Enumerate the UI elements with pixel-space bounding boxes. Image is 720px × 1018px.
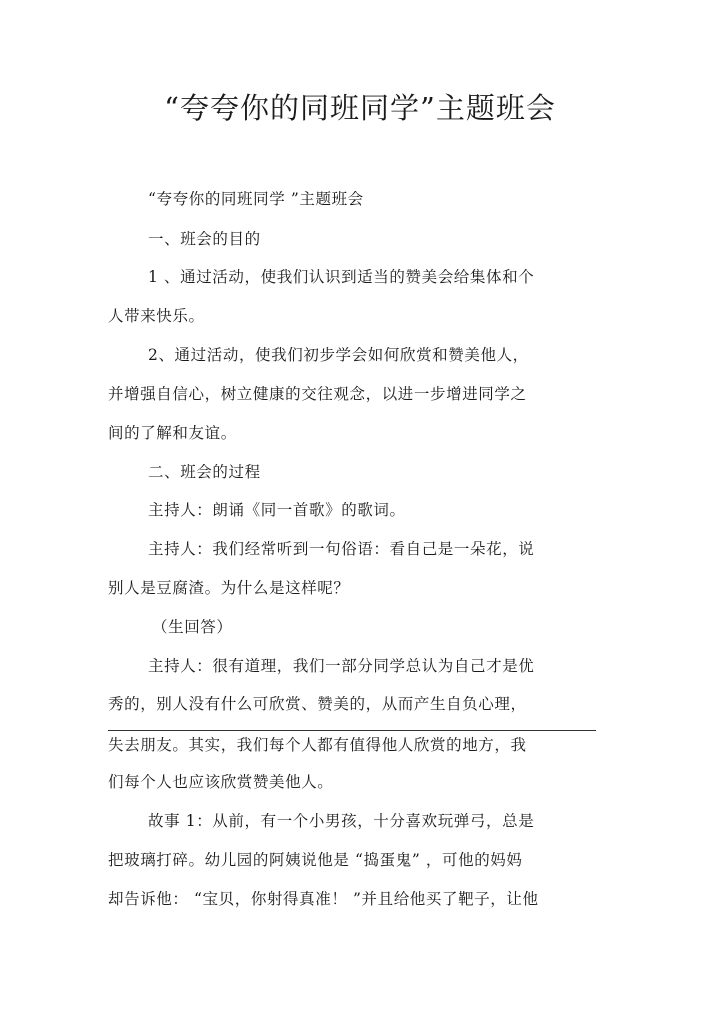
paragraph-line: 故事 1：从前，有一个小男孩，十分喜欢玩弹弓，总是 — [148, 812, 535, 830]
paragraph-line: 1 、通过活动，使我们认识到适当的赞美会给集体和个 — [148, 268, 535, 286]
section-heading-purpose: 一、班会的目的 — [148, 230, 261, 248]
paragraph-line: 却告诉他： “宝贝，你射得真准！ ”并且给他买了靶子，让他 — [108, 890, 539, 908]
paragraph-line: 们每个人也应该欣赏赞美他人。 — [108, 773, 334, 791]
page-title: “夸夸你的同班同学”主题班会 — [164, 91, 556, 125]
paragraph-line: 把玻璃打碎。幼儿园的阿姨说他是 “捣蛋鬼” ，可他的妈妈 — [108, 851, 523, 869]
paragraph-line: 主持人：朗诵《同一首歌》的歌词。 — [148, 501, 406, 519]
paragraph-line: 并增强自信心，树立健康的交往观念，以进一步增进同学之 — [108, 385, 527, 403]
paragraph-line: 主持人：我们经常听到一句俗语：看自己是一朵花，说 — [148, 540, 535, 558]
section-heading-process: 二、班会的过程 — [148, 463, 261, 481]
horizontal-rule — [108, 730, 596, 731]
paragraph-line: 失去朋友。其实，我们每个人都有值得他人欣赏的地方，我 — [108, 736, 527, 754]
paragraph-line: 间的了解和友谊。 — [108, 424, 237, 442]
paragraph-line: 秀的，别人没有什么可欣赏、赞美的，从而产生自负心理， — [108, 695, 527, 713]
paragraph-line: 人带来快乐。 — [108, 307, 205, 325]
paragraph-line: 2、通过活动，使我们初步学会如何欣赏和赞美他人， — [148, 346, 529, 364]
paragraph-line: （生回答） — [152, 618, 233, 636]
paragraph-line: 别人是豆腐渣。为什么是这样呢？ — [108, 579, 350, 597]
subtitle-line: “夸夸你的同班同学 ”主题班会 — [148, 190, 364, 208]
paragraph-line: 主持人：很有道理，我们一部分同学总认为自己才是优 — [148, 657, 535, 675]
